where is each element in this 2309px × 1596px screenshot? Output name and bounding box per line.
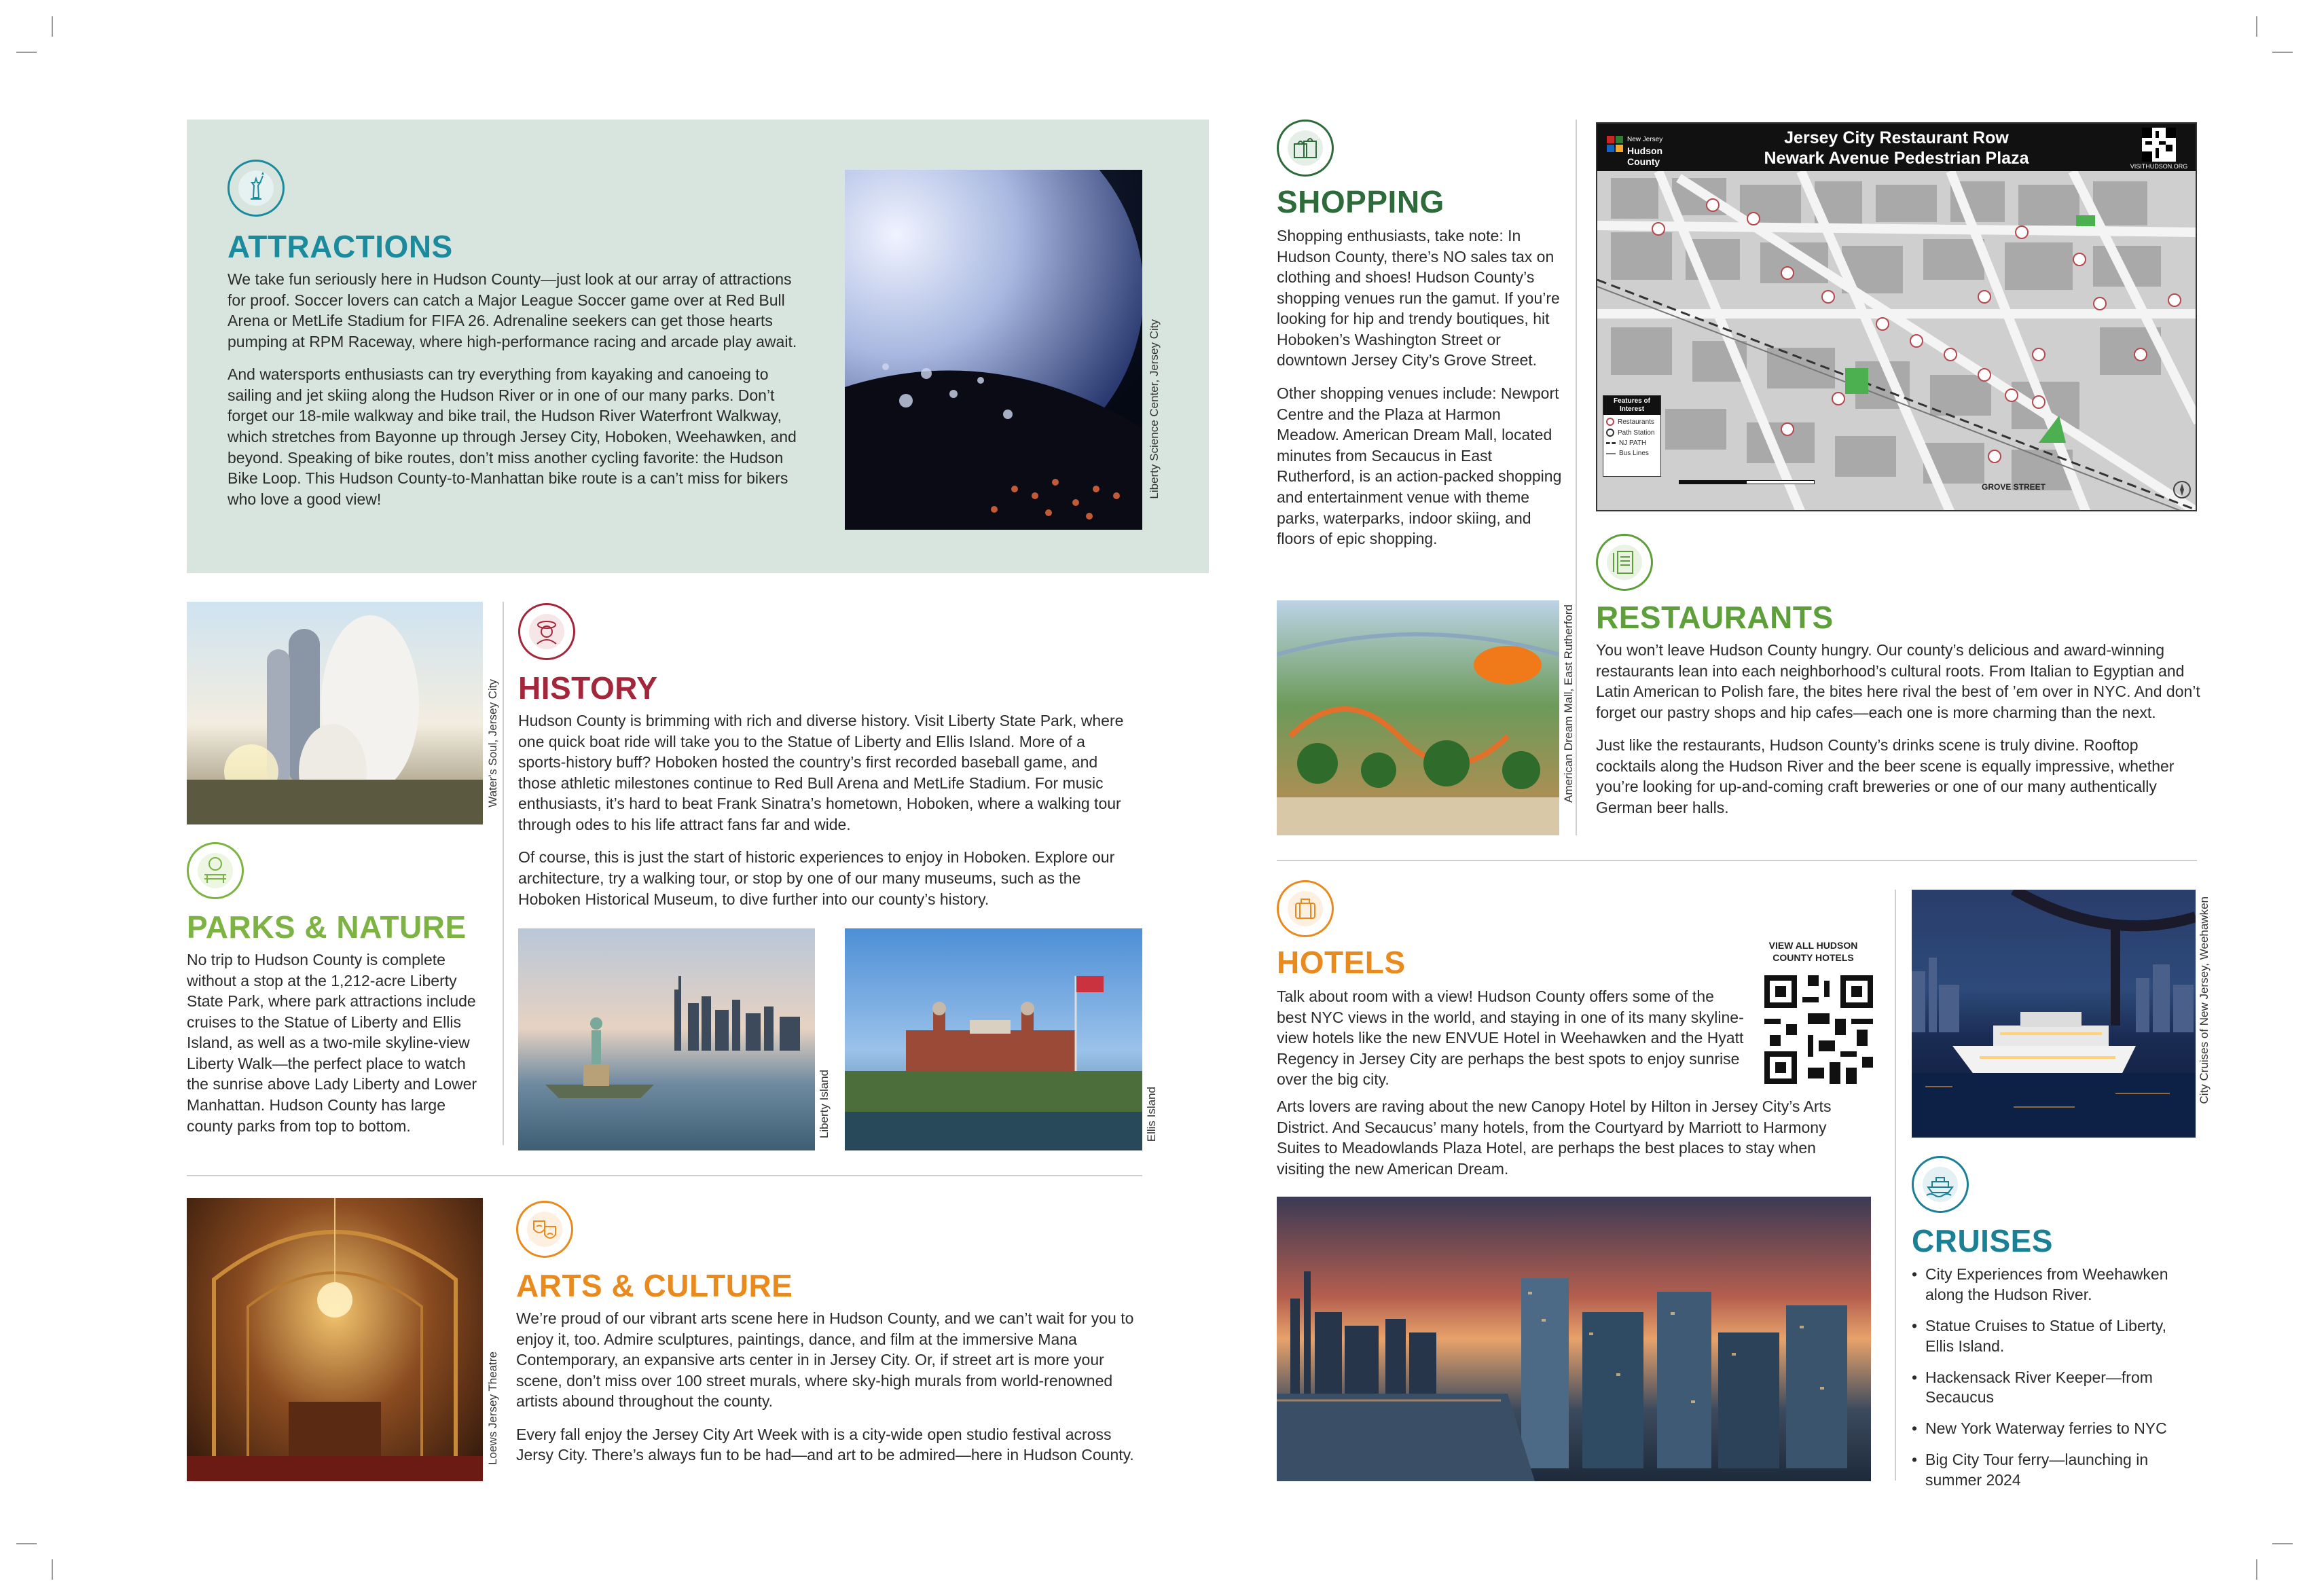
arts-body xyxy=(516,1308,1141,1478)
photo-caption: Ellis Island xyxy=(1145,1087,1158,1142)
history-body xyxy=(518,710,1128,922)
hotels-title: HOTELS xyxy=(1277,945,1406,980)
ellis-island-photo xyxy=(845,928,1142,1150)
column-divider xyxy=(1895,890,1896,1481)
restaurant-map-pin[interactable] xyxy=(1978,290,1991,304)
compass-icon xyxy=(2173,481,2191,498)
restaurant-map-pin[interactable] xyxy=(2073,253,2086,266)
cruises-list xyxy=(1912,1265,2197,1502)
restaurants-body xyxy=(1596,640,2200,831)
legend-item xyxy=(1603,447,1660,457)
path-line-icon xyxy=(1606,442,1616,444)
crop-mark xyxy=(16,1543,37,1544)
map-qr-code[interactable] xyxy=(2142,128,2176,162)
legend-label: Bus Lines xyxy=(1619,450,1649,457)
legend-label: Restaurants xyxy=(1618,418,1654,426)
hotels-paragraph-2: Arts lovers are raving about the new Canopy Hotel by Hilton in Jersey City’s Arts District. And Secaucus’ many hotels, from the Courtyard by Marriott to Harmony Suites to Meadowlands Plaza Hotel, are perhaps the best places to stay when visiting the new American Dream. xyxy=(1277,1098,1832,1178)
liberty-science-center-photo xyxy=(845,170,1142,530)
shopping-paragraph: Other shopping venues include: Newport Centre and the Plaza at Harmon Meadow. American Dream Mall, located minutes from Secaucus in East Rutherford, is an action-packed shopping and entertainment venue with theme parks, waterparks, indoor skiing, and floors of epic shopping. xyxy=(1277,384,1562,548)
crop-mark xyxy=(52,1559,53,1580)
crop-mark xyxy=(2256,16,2257,37)
hotels-paragraph-1: Talk about room with a view! Hudson County offers some of the best NYC views in the world, and staying in one of its many skyline-view hotels like the new ENVUE Hotel in Weehawken and the Hyatt Regency in Jersey City are perhaps the best spots to enjoy sunrise over the big city. xyxy=(1277,987,1744,1089)
shopping-body xyxy=(1277,225,1562,562)
list-item: • Hackensack River Keeper—from Secaucus xyxy=(1912,1368,2197,1409)
restaurant-row-map[interactable] xyxy=(1596,122,2197,511)
restaurant-map-pin[interactable] xyxy=(1781,266,1794,280)
loews-jersey-theatre-photo xyxy=(187,1198,483,1481)
path-station-icon xyxy=(1606,429,1614,437)
history-paragraph: Of course, this is just the start of historic experiences to enjoy in Hoboken. Explore our architecture, try a walking tour, or stop by one of our many museums, such as the Hoboken Historical Museum, to dive further into our county’s history. xyxy=(518,848,1115,908)
restaurant-map-pin[interactable] xyxy=(1747,212,1760,225)
attractions-paragraph: We take fun seriously here in Hudson County—just look at our array of attractions for proof. Soccer lovers can catch a Major League Soccer game over at Red Bull Arena or MetLife Stadium for FIFA 26. Adrenaline seekers can get those hearts pumping at RPM Raceway, where high-performance racing and arcade play await. xyxy=(228,270,797,350)
parks-title: PARKS & NATURE xyxy=(187,909,467,945)
restaurant-map-pin[interactable] xyxy=(2032,395,2046,409)
legend-title: Features of Interest xyxy=(1603,396,1660,415)
statue-of-liberty-icon xyxy=(228,160,285,217)
list-item: • New York Waterway ferries to NYC xyxy=(1912,1419,2197,1439)
logo-name: Hudson County xyxy=(1627,145,1663,167)
crop-mark xyxy=(52,16,53,37)
cruises-title: CRUISES xyxy=(1912,1223,2053,1258)
restaurant-map-pin[interactable] xyxy=(1944,348,1957,361)
photo-caption: City Cruises of New Jersey, Weehawken xyxy=(2198,896,2211,1104)
crop-mark xyxy=(2272,52,2293,53)
cruise-ship-icon xyxy=(1912,1156,1969,1213)
restaurant-map-pin[interactable] xyxy=(1821,290,1835,304)
restaurant-map-pin[interactable] xyxy=(2005,388,2018,402)
legend-label: Path Station xyxy=(1618,429,1655,437)
section-divider xyxy=(187,1175,1142,1176)
restaurant-map-pin[interactable] xyxy=(1978,368,1991,382)
restaurant-map-pin[interactable] xyxy=(2093,297,2107,310)
shopping-title: SHOPPING xyxy=(1277,184,1444,219)
restaurant-map-pin[interactable] xyxy=(1876,317,1889,331)
restaurant-pin-icon xyxy=(1606,418,1614,426)
parks-body: No trip to Hudson County is complete without a stop at the 1,212-acre Liberty State Park, where park attractions include cruises to the Statue of Liberty and Ellis Island, as well as a two-mile skyline-view Liberty Walk—the perfect place to watch the sunrise above Lady Liberty and Lower Manhattan. Hudson County has large county parks from top to bottom. xyxy=(187,951,477,1135)
list-item: • City Experiences from Weehawken along the Hudson River. xyxy=(1912,1265,2197,1305)
logo-small-text: New Jersey xyxy=(1627,136,1663,143)
map-scale-bar xyxy=(1679,480,1815,484)
hotel-skyline-photo xyxy=(1277,1197,1871,1481)
restaurant-map-pin[interactable] xyxy=(1988,450,2001,463)
crop-mark xyxy=(2256,1559,2257,1580)
legend-item xyxy=(1603,437,1660,447)
menu-icon xyxy=(1596,534,1653,591)
arts-paragraph: Every fall enjoy the Jersey City Art Week with is a city-wide open studio festival across Jersy City. There’s always fun to be had—and art to be admired—here in Hudson County. xyxy=(516,1425,1134,1464)
shopping-paragraph: Shopping enthusiasts, take note: In Hudson County, there’s NO sales tax on clothing and shoes! Hudson County’s shopping venues run the gamut. If you’re looking for hip and trendy boutiques, hit Hoboken’s Washington Street or downtown Jersey City’s Grove Street. xyxy=(1277,227,1560,369)
arts-paragraph: We’re proud of our vibrant arts scene here in Hudson County, and we can’t wait for you to enjoy it, too. Admire sculptures, paintings, dance, and film at the immersive Mana Contemporary, an expansive arts center in in Jersey City. Or, if street art is more your scene, don’t miss over 100 street murals, where sky-high murals from world-renowned artists abound throughout the county. xyxy=(516,1309,1134,1411)
restaurant-map-pin[interactable] xyxy=(2032,348,2046,361)
legend-item xyxy=(1603,426,1660,437)
legend-item xyxy=(1603,415,1660,426)
american-dream-mall-photo xyxy=(1277,600,1559,835)
restaurants-paragraph: You won’t leave Hudson County hungry. Our county’s delicious and award-winning restaurants lean into each neighborhood’s cultural roots. From Italian to Egyptian and Latin American to Polish fare, the bites here rival the best of ’em over in NYC. And don’t forget our pastry shops and hip cafes—each one is more charming than the next. xyxy=(1596,641,2200,721)
column-divider xyxy=(503,602,504,1145)
theatre-masks-icon xyxy=(516,1201,573,1258)
list-item: • Statue Cruises to Statue of Liberty, Ellis Island. xyxy=(1912,1316,2197,1357)
restaurant-map-pin[interactable] xyxy=(2168,293,2181,307)
restaurants-paragraph: Just like the restaurants, Hudson County’s drinks scene is truly divine. Rooftop cocktails along the Hudson River and the beer scene is equally impressive, whether you’re looking for up-and-coming craft breweries or one of our many authentically German beer halls. xyxy=(1596,736,2175,817)
shopping-bags-icon xyxy=(1277,120,1334,177)
history-title: HISTORY xyxy=(518,670,658,706)
restaurant-map-pin[interactable] xyxy=(1832,392,1845,405)
photo-caption: Liberty Island xyxy=(818,1070,831,1139)
bus-line-icon xyxy=(1606,453,1616,454)
restaurant-map-pin[interactable] xyxy=(2015,225,2029,239)
waters-soul-photo xyxy=(187,602,483,824)
map-title-line1: Jersey City Restaurant Row xyxy=(1784,128,2009,147)
restaurant-map-pin[interactable] xyxy=(1706,198,1720,212)
photo-caption: Liberty Science Center, Jersey City xyxy=(1148,319,1161,499)
restaurant-map-pin[interactable] xyxy=(1781,422,1794,436)
hotels-qr-code[interactable] xyxy=(1764,975,1873,1084)
history-paragraph: Hudson County is brimming with rich and diverse history. Visit Liberty State Park, where one quick boat ride will take you to the Statue of Liberty and Ellis Island. More of a sports-history buff? Hoboken hosted the country’s first recorded baseball game, and those athletic milestones continue to Red Bull Arena and MetLife Stadium. For music enthusiasts, it’s hard to beat Frank Sinatra’s hometown, Hoboken, where a walking tour through odes to his life attract fans far and wide. xyxy=(518,712,1124,833)
liberty-island-photo xyxy=(518,928,815,1150)
map-title-line2: Newark Avenue Pedestrian Plaza xyxy=(1764,149,2029,168)
map-legend xyxy=(1603,395,1661,477)
restaurant-map-pin[interactable] xyxy=(1910,334,1923,348)
arts-title: ARTS & CULTURE xyxy=(516,1268,793,1303)
attractions-body xyxy=(228,269,812,522)
photo-caption: Loews Jersey Theatre xyxy=(486,1352,499,1465)
hotels-qr-label: VIEW ALL HUDSON COUNTY HOTELS xyxy=(1768,940,1858,963)
map-qr-label: VISITHUDSON.ORG xyxy=(2130,163,2188,170)
column-divider xyxy=(1576,120,1577,835)
section-divider xyxy=(1277,860,2197,861)
photo-caption: American Dream Mall, East Rutherford xyxy=(1562,604,1575,803)
attractions-title: ATTRACTIONS xyxy=(228,229,453,264)
crop-mark xyxy=(2272,1543,2293,1544)
grove-street-label: GROVE STREET xyxy=(1982,482,2046,492)
restaurants-title: RESTAURANTS xyxy=(1596,600,1834,635)
sinatra-icon xyxy=(518,603,575,660)
list-item: • Big City Tour ferry—launching in summer 2024 xyxy=(1912,1450,2197,1491)
restaurant-map-pin[interactable] xyxy=(1652,222,1665,236)
cruise-ship-photo xyxy=(1912,890,2196,1138)
park-bench-icon xyxy=(187,842,244,899)
restaurant-map-pin[interactable] xyxy=(2134,348,2147,361)
luggage-icon xyxy=(1277,880,1334,937)
photo-caption: Water's Soul, Jersey City xyxy=(486,679,499,808)
attractions-paragraph: And watersports enthusiasts can try everything from kayaking and canoeing to sailing and jet skiing along the Hudson River or in one of our many parks. Don’t forget our 18-mile walkway and bike trail, the Hudson River Waterfront Walkway, which stretches from Bayonne up through Jersey City, Hoboken, Weehawken, and beyond. Speaking of bike routes, don’t miss another cycling favorite: the Hudson Bike Loop. This Hudson County-to-Manhattan bike route is a can’t miss for bikers who love a good view! xyxy=(228,365,797,508)
legend-label: NJ PATH xyxy=(1619,439,1647,447)
crop-mark xyxy=(16,52,37,53)
hudson-county-logo xyxy=(1607,132,1688,166)
